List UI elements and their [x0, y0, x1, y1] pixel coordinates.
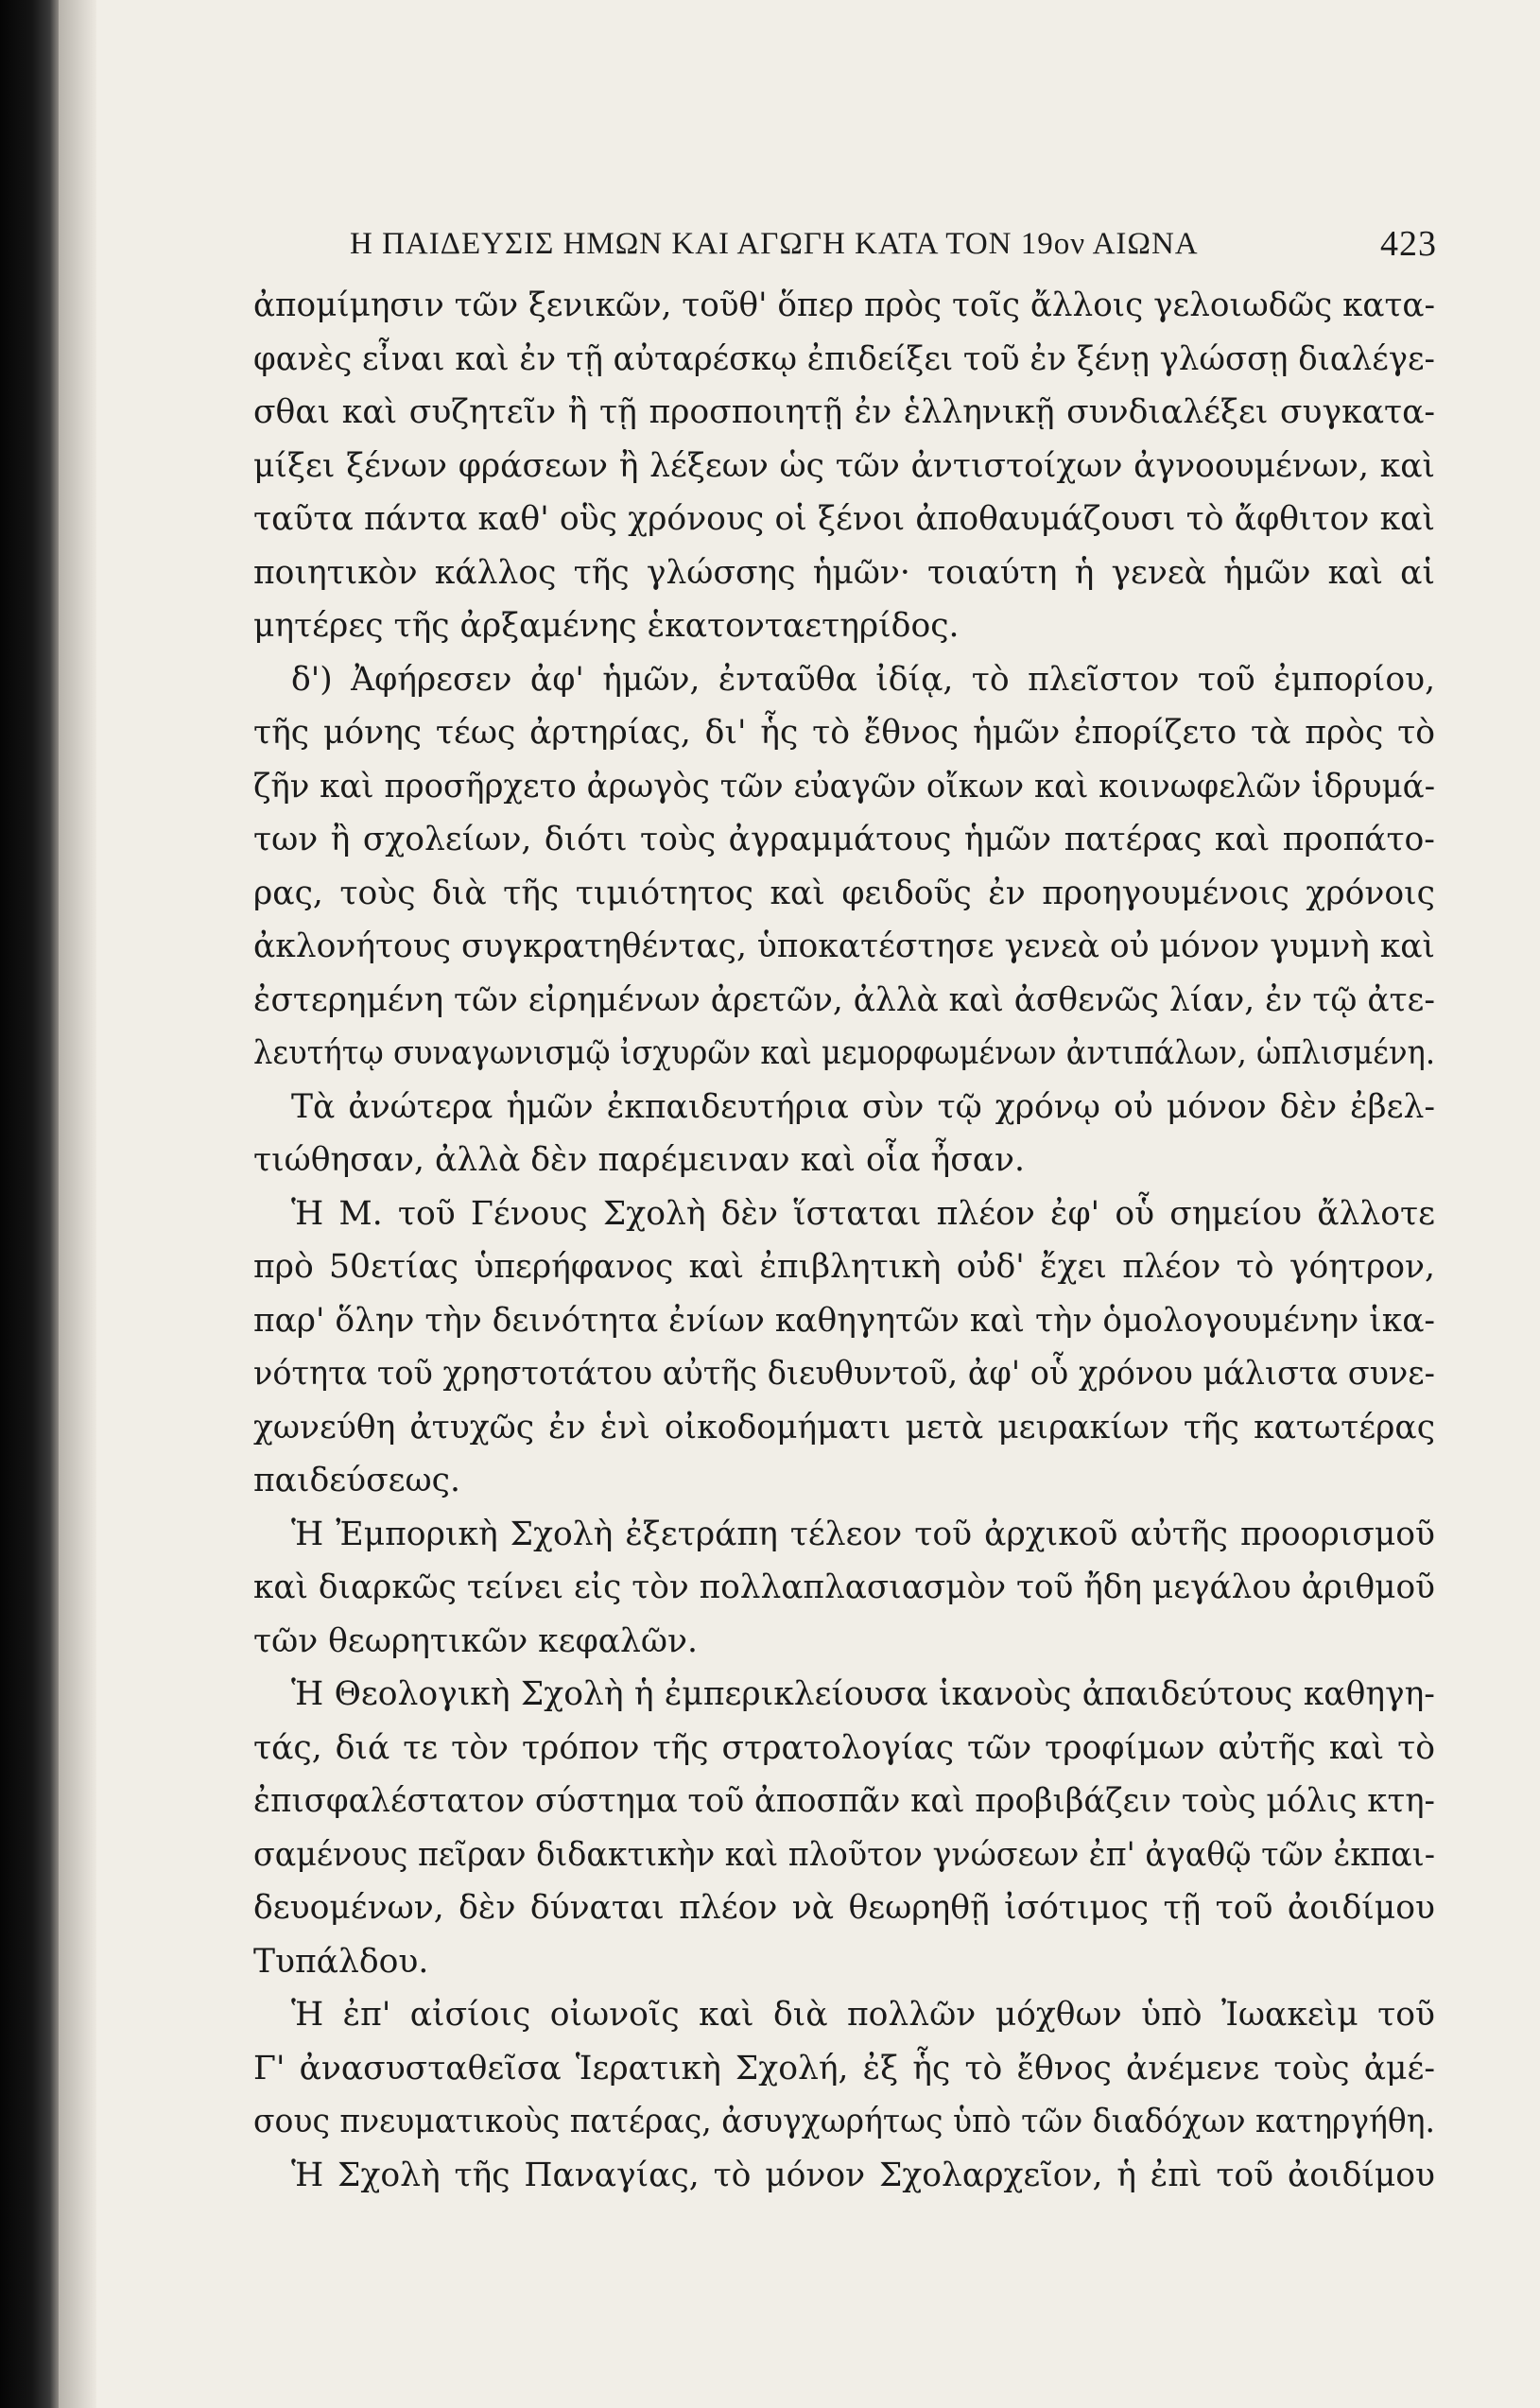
text-line: σθαι καὶ συζητεῖν ἢ τῇ προσποιητῇ ἐν ἑλληνικῇ συνδιαλέξει συγκατα-	[253, 393, 1436, 431]
text-line: ἐπισφαλέστατον σύστημα τοῦ ἀποσπᾶν καὶ προβιβάζειν τοὺς μόλις κτη-	[253, 1782, 1435, 1820]
text-line: μητέρες τῆς ἀρξαμένης ἑκατονταετηρίδος.	[253, 607, 960, 645]
text-line: Γ' ἀνασυσταθεῖσα Ἱερατικὴ Σχολή, ἐξ ἧς τὸ ἔθνος ἀνέμενε τοὺς ἀμέ-	[253, 2049, 1435, 2088]
text-line: των ἢ σχολείων, διότι τοὺς ἀγραμμάτους ἡμῶν πατέρας καὶ προπάτο-	[253, 821, 1435, 858]
text-line: Τυπάλδου.	[253, 1942, 429, 1981]
text-line: ἐστερημένη τῶν εἰρημένων ἀρετῶν, ἀλλὰ καὶ ἀσθενῶς λίαν, ἐν τῷ ἀτε-	[253, 980, 1435, 1019]
paragraph-start-line: Ἡ Ἐμπορικὴ Σχολὴ ἐξετράπη τέλεον τοῦ ἀρχικοῦ αὐτῆς προορισμοῦ	[291, 1515, 1435, 1553]
text-line: παιδεύσεως.	[253, 1462, 460, 1499]
page-number: 423	[1380, 224, 1437, 264]
running-header	[350, 219, 1437, 276]
text-line: παρ' ὅλην τὴν δεινότητα ἐνίων καθηγητῶν καὶ τὴν ὁμολογουμένην ἱκα-	[253, 1301, 1436, 1340]
text-line: νότητα τοῦ χρηστοτάτου αὐτῆς διευθυντοῦ, ἀφ' οὗ χρόνου μάλιστα συνε-	[253, 1355, 1435, 1393]
paragraph-start-line: Ἡ Σχολὴ τῆς Παναγίας, τὸ μόνον Σχολαρχεῖον, ἡ ἐπὶ τοῦ ἀοιδίμου	[291, 2156, 1436, 2194]
text-line: σους πνευματικοὺς πατέρας, ἀσυγχωρήτως ὑπὸ τῶν διαδόχων κατηργήθη.	[253, 2103, 1435, 2140]
paragraph-start-line: Ἡ Μ. τοῦ Γένους Σχολὴ δὲν ἵσταται πλέον ἐφ' οὗ σημείου ἄλλοτε	[291, 1194, 1435, 1233]
text-line: ἀκλονήτους συγκρατηθέντας, ὑποκατέστησε γενεὰ οὐ μόνον γυμνὴ καὶ	[253, 927, 1436, 965]
body-text	[253, 279, 1435, 2202]
text-line: ποιητικὸν κάλλος τῆς γλώσσης ἡμῶν· τοιαύτη ἡ γενεὰ ἡμῶν καὶ αἱ	[253, 553, 1435, 592]
text-line: χωνεύθη ἀτυχῶς ἐν ἑνὶ οἰκοδομήματι μετὰ μειρακίων τῆς κατωτέρας	[253, 1408, 1436, 1447]
paragraph-start-line: Ἡ ἐπ' αἰσίοις οἰωνοῖς καὶ διὰ πολλῶν μόχθων ὑπὸ Ἰωακεὶμ τοῦ	[291, 1996, 1435, 2034]
page-gutter-shadow	[59, 0, 96, 2408]
paragraph-start-line: Τὰ ἀνώτερα ἡμῶν ἐκπαιδευτήρια σὺν τῷ χρόνῳ οὐ μόνον δὲν ἐβελ-	[291, 1087, 1436, 1126]
text-line: φανὲς εἶναι καὶ ἐν τῇ αὐταρέσκῳ ἐπιδείξει τοῦ ἐν ξένῃ γλώσσῃ διαλέγε-	[253, 339, 1435, 378]
text-line: ζῆν καὶ προσῆρχετο ἀρωγὸς τῶν εὐαγῶν οἴκων καὶ κοινωφελῶν ἱδρυμά-	[253, 767, 1436, 806]
text-line: τῆς μόνης τέως ἀρτηρίας, δι' ἧς τὸ ἔθνος ἡμῶν ἐπορίζετο τὰ πρὸς τὸ	[253, 714, 1435, 752]
running-header-title: Η ΠΑΙΔΕΥΣΙΣ ΗΜΩΝ ΚΑΙ ΑΓΩΓΗ ΚΑΤΑ ΤΟΝ 19ον ΑΙΩΝΑ	[350, 227, 1199, 261]
paragraph-start-line: δ') Ἀφήρεσεν ἀφ' ἡμῶν, ἐνταῦθα ἰδίᾳ, τὸ πλεῖστον τοῦ ἐμπορίου,	[291, 660, 1436, 699]
paragraph-start-line: Ἡ Θεολογικὴ Σχολὴ ἡ ἐμπερικλείουσα ἱκανοὺς ἀπαιδεύτους καθηγη-	[291, 1675, 1435, 1713]
text-line: ἀπομίμησιν τῶν ξενικῶν, τοῦθ' ὅπερ πρὸς τοῖς ἄλλοις γελοιωδῶς κατα-	[253, 286, 1435, 324]
text-line: σαμένους πεῖραν διδακτικὴν καὶ πλοῦτον γνώσεων ἐπ' ἀγαθῷ τῶν ἐκπαι-	[253, 1835, 1435, 1874]
text-line: τιώθησαν, ἀλλὰ δὲν παρέμειναν καὶ οἷα ἦσαν.	[253, 1141, 1025, 1179]
text-line: ταῦτα πάντα καθ' οὓς χρόνους οἱ ξένοι ἀποθαυμάζουσι τὸ ἄφθιτον καὶ	[253, 500, 1436, 538]
text-line: μίξει ξένων φράσεων ἢ λέξεων ὡς τῶν ἀντιστοίχων ἀγνοουμένων, καὶ	[253, 446, 1436, 485]
text-line: καὶ διαρκῶς τείνει εἰς τὸν πολλαπλασιασμὸν τοῦ ἤδη μεγάλου ἀριθμοῦ	[253, 1568, 1435, 1606]
text-line: δευομένων, δὲν δύναται πλέον νὰ θεωρηθῇ ἰσότιμος τῇ τοῦ ἀοιδίμου	[253, 1889, 1435, 1927]
scan-binding-edge	[0, 0, 59, 2408]
text-line: τάς, διά τε τὸν τρόπον τῆς στρατολογίας τῶν τροφίμων αὐτῆς καὶ τὸ	[253, 1728, 1436, 1767]
text-line: ρας, τοὺς διὰ τῆς τιμιότητος καὶ φειδοῦς ἐν προηγουμένοις χρόνοις	[253, 874, 1435, 912]
text-line: τῶν θεωρητικῶν κεφαλῶν.	[253, 1621, 698, 1660]
text-line: λευτήτῳ συναγωνισμῷ ἰσχυρῶν καὶ μεμορφωμένων ἀντιπάλων, ὡπλισμένη.	[253, 1034, 1436, 1072]
text-line: πρὸ 50ετίας ὑπερήφανος καὶ ἐπιβλητικὴ οὐδ' ἔχει πλέον τὸ γόητρον,	[253, 1248, 1435, 1286]
